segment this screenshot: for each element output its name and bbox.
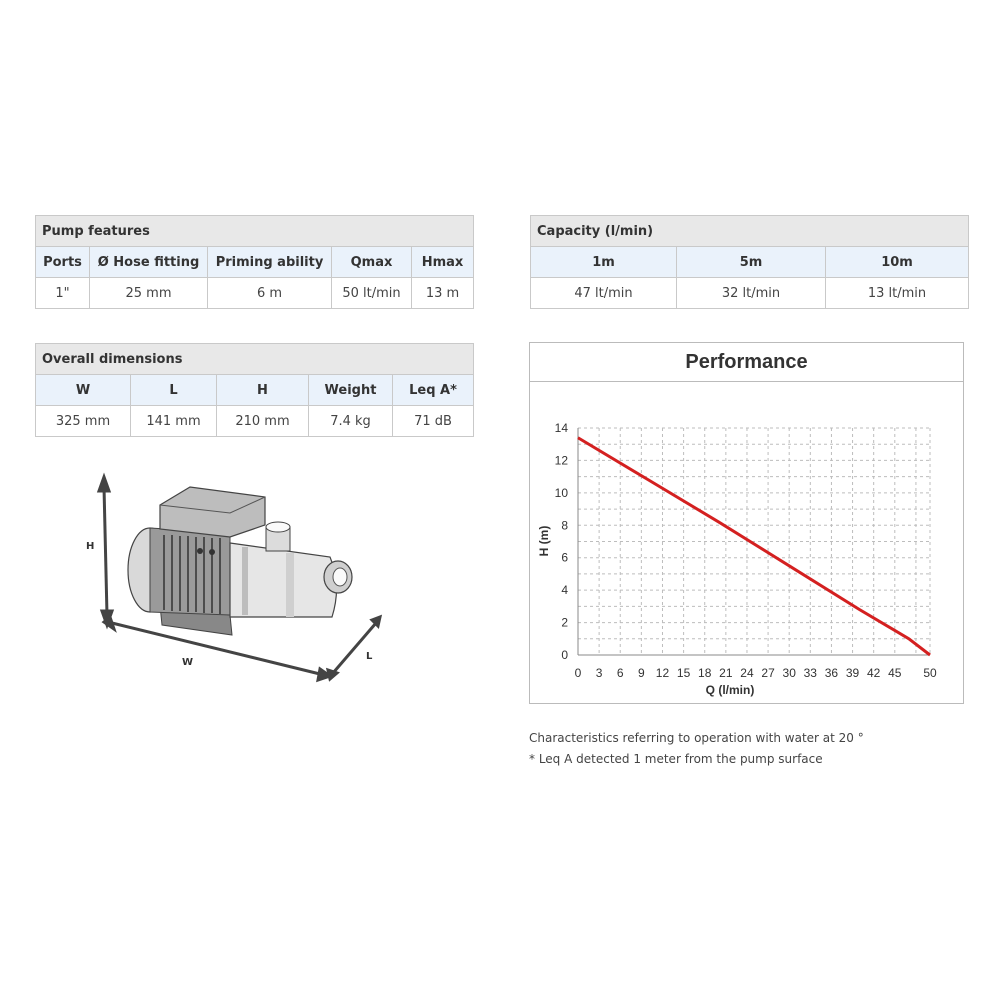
y-axis-label: H (m)	[537, 525, 551, 557]
header-5m: 5m	[677, 247, 826, 278]
note-leq: * Leq A detected 1 meter from the pump surface	[529, 752, 823, 766]
value-w: 325 mm	[36, 406, 131, 437]
drawing-label-l: L	[366, 651, 373, 662]
value-l: 141 mm	[131, 406, 217, 437]
overall-dimensions-table	[35, 343, 474, 437]
value-leq: 71 dB	[393, 406, 474, 437]
overall-dimensions-title: Overall dimensions	[36, 344, 474, 375]
x-tick-label: 33	[803, 666, 817, 680]
value-priming-ability: 6 m	[208, 278, 332, 309]
header-hose-fitting: Ø Hose fitting	[90, 247, 208, 278]
x-tick-label: 42	[867, 666, 881, 680]
chart-ticks	[555, 421, 937, 680]
y-tick-label: 12	[554, 453, 568, 468]
header-qmax: Qmax	[332, 247, 412, 278]
x-tick-label: 15	[676, 666, 691, 680]
y-tick-label: 6	[561, 550, 568, 565]
performance-panel	[529, 342, 964, 704]
y-tick-label: 2	[561, 615, 568, 630]
x-tick-label: 24	[740, 666, 754, 680]
header-w: W	[36, 375, 131, 406]
x-tick-label: 3	[595, 666, 603, 680]
value-5m: 32 lt/min	[677, 278, 826, 309]
x-tick-label: 6	[616, 666, 624, 680]
header-priming-ability: Priming ability	[208, 247, 332, 278]
x-tick-label: 39	[845, 666, 860, 680]
value-hmax: 13 m	[412, 278, 474, 309]
value-qmax: 50 lt/min	[332, 278, 412, 309]
drawing-label-w: W	[182, 657, 194, 668]
header-ports: Ports	[36, 247, 90, 278]
performance-chart	[530, 343, 963, 703]
x-tick-label: 21	[719, 666, 733, 680]
header-l: L	[131, 375, 217, 406]
value-weight: 7.4 kg	[309, 406, 393, 437]
x-tick-label: 9	[638, 666, 645, 680]
header-10m: 10m	[826, 247, 969, 278]
y-tick-label: 8	[561, 518, 568, 533]
capacity-title: Capacity (l/min)	[531, 216, 969, 247]
value-1m: 47 lt/min	[531, 278, 677, 309]
chart-title: Performance	[530, 343, 963, 382]
y-tick-label: 10	[554, 485, 568, 500]
pump-illustration	[128, 487, 352, 635]
x-tick-label: 18	[698, 666, 712, 680]
x-tick-label: 50	[923, 666, 937, 680]
y-tick-label: 4	[561, 583, 568, 598]
x-tick-label: 36	[824, 666, 839, 680]
x-tick-label: 12	[655, 666, 670, 680]
value-hose-fitting: 25 mm	[90, 278, 208, 309]
x-tick-label: 45	[888, 666, 902, 680]
drawing-label-h: H	[86, 541, 95, 552]
value-10m: 13 lt/min	[826, 278, 969, 309]
note-water-temperature: Characteristics referring to operation with water at 20 °	[529, 731, 864, 745]
header-leq: Leq A*	[393, 375, 474, 406]
header-1m: 1m	[531, 247, 677, 278]
header-weight: Weight	[309, 375, 393, 406]
value-ports: 1"	[36, 278, 90, 309]
x-axis-label: Q (l/min)	[705, 683, 755, 697]
pump-features-table	[35, 215, 474, 309]
header-hmax: Hmax	[412, 247, 474, 278]
y-tick-label: 14	[554, 421, 568, 435]
x-tick-label: 30	[782, 666, 796, 680]
x-tick-label: 27	[761, 666, 775, 680]
header-h: H	[217, 375, 309, 406]
capacity-table	[530, 215, 969, 309]
pump-features-title: Pump features	[36, 216, 474, 247]
pump-drawing	[80, 465, 400, 685]
value-h: 210 mm	[217, 406, 309, 437]
x-tick-label: 0	[574, 666, 582, 680]
y-tick-label: 0	[561, 648, 568, 662]
